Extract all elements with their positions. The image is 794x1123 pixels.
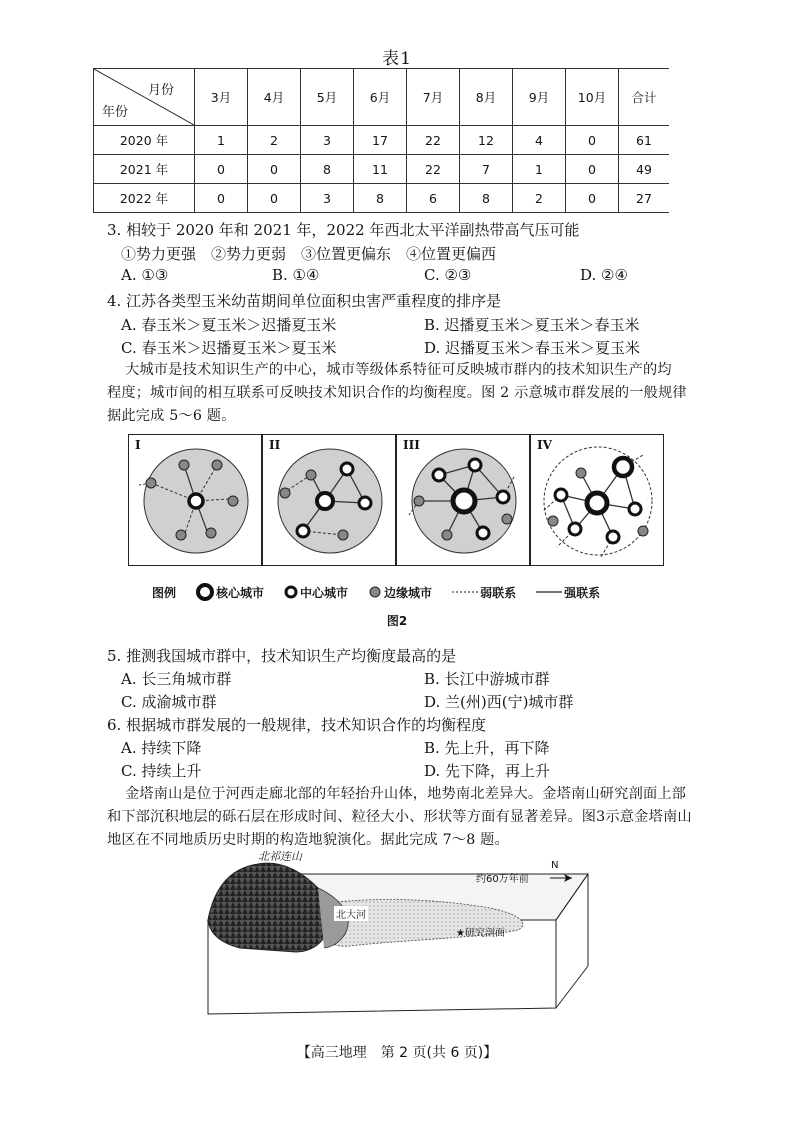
passage2-line-2: 和下部沉积地层的砾石层在形成时间、粒径大小、形状等方面有显著差异。图3示意金塔南山	[107, 809, 692, 825]
table-cell: 8	[354, 184, 407, 213]
table-header-cell: 5月	[301, 69, 354, 126]
panel-3-diagram	[397, 435, 530, 566]
panel-4-diagram	[531, 435, 664, 566]
table-row	[94, 184, 670, 213]
legend-edge-city-label: 边缘城市	[384, 585, 433, 600]
table-cell: 8	[301, 155, 354, 184]
passage1-line-1: 大城市是技术知识生产的中心，城市等级体系特征可反映城市群内的技术知识生产的均	[125, 362, 672, 378]
table-cell: 0	[566, 126, 619, 155]
legend-edge-city	[366, 582, 432, 602]
mountain-label: 北祁连山	[258, 850, 302, 863]
table-cell: 17	[354, 126, 407, 155]
passage1-line-2: 程度；城市间的相互联系可反映技术知识合作的均衡程度。图 2 示意城市群发展的一般规律	[107, 385, 687, 401]
time-label: 约60万年前	[476, 874, 529, 885]
table-header-cell: 3月	[195, 69, 248, 126]
q3-option-b[interactable]: B. ①④	[272, 266, 320, 284]
legend-central-city	[282, 582, 348, 602]
legend-strong-link-label: 强联系	[564, 585, 601, 600]
table-header-cell: 4月	[248, 69, 301, 126]
figure-2	[128, 434, 664, 566]
table-cell: 0	[195, 184, 248, 213]
legend-title: 图例	[152, 585, 177, 600]
legend-core-city-label: 核心城市	[216, 585, 265, 600]
q5-option-c[interactable]: C. 成渝城市群	[121, 693, 217, 711]
edge-city-icon	[366, 582, 384, 602]
corner-month-label: 月份	[147, 83, 174, 98]
panel-3	[396, 434, 530, 566]
block-diagram	[200, 848, 590, 1018]
q5-option-d[interactable]: D. 兰(州)西(宁)城市群	[424, 693, 574, 711]
legend-central-city-label: 中心城市	[300, 585, 349, 600]
panel-label: IV	[537, 438, 552, 452]
table-header-cell: 10月	[566, 69, 619, 126]
panel-label: I	[135, 438, 141, 452]
q3-statements: ①势力更强 ②势力更弱 ③位置更偏东 ④位置更偏西	[121, 245, 497, 263]
passage1-line-3: 据此完成 5～6 题。	[107, 408, 236, 424]
table-cell: 2	[248, 126, 301, 155]
panel-2-diagram	[263, 435, 396, 566]
table-cell: 6	[407, 184, 460, 213]
q4-stem: 4. 江苏各类型玉米幼苗期间单位面积虫害严重程度的排序是	[107, 292, 502, 310]
table-cell: 0	[195, 155, 248, 184]
table-row	[94, 126, 670, 155]
legend-weak-link	[450, 582, 516, 602]
panel-1-diagram	[129, 435, 262, 566]
passage2-line-3: 地区在不同地质历史时期的构造地貌演化。据此完成 7～8 题。	[107, 832, 509, 848]
legend-weak-link-label: 弱联系	[480, 585, 517, 600]
table-cell: 22	[407, 126, 460, 155]
corner-year-label: 年份	[102, 105, 129, 120]
q4-option-c[interactable]: C. 春玉米＞迟播夏玉米＞夏玉米	[121, 339, 337, 357]
figure-2-legend	[152, 582, 618, 602]
passage2-line-1: 金塔南山是位于河西走廊北部的年轻抬升山体，地势南北差异大。金塔南山研究剖面上部	[125, 786, 687, 802]
table-cell: 22	[407, 155, 460, 184]
table-cell: 12	[460, 126, 513, 155]
panel-label: III	[403, 438, 420, 452]
q4-option-a[interactable]: A. 春玉米＞夏玉米＞迟播夏玉米	[121, 316, 337, 334]
q6-option-a[interactable]: A. 持续下降	[121, 739, 202, 757]
q5-option-a[interactable]: A. 长三角城市群	[121, 670, 232, 688]
table-cell: 3	[301, 184, 354, 213]
q3-stem: 3. 相较于 2020 年和 2021 年，2022 年西北太平洋副热带高气压可能	[107, 221, 580, 239]
table-corner-cell	[94, 69, 195, 126]
page-footer: 【高三地理 第 2 页(共 6 页)】	[296, 1045, 498, 1061]
figure-3	[200, 848, 590, 1018]
table-header-cell: 6月	[354, 69, 407, 126]
panel-1	[128, 434, 262, 566]
table-cell: 0	[248, 155, 301, 184]
panel-2	[262, 434, 396, 566]
table-cell: 49	[619, 155, 670, 184]
table-year-cell: 2020 年	[94, 126, 195, 155]
legend-strong-link	[534, 582, 600, 602]
legend-core-city	[194, 582, 264, 602]
table-cell: 4	[513, 126, 566, 155]
q5-stem: 5. 推测我国城市群中，技术知识生产均衡度最高的是	[107, 647, 457, 665]
q6-option-b[interactable]: B. 先上升，再下降	[424, 739, 550, 757]
table-header-cell: 7月	[407, 69, 460, 126]
table-header-cell: 9月	[513, 69, 566, 126]
q3-option-d[interactable]: D. ②④	[580, 266, 628, 284]
table-cell: 1	[195, 126, 248, 155]
q3-option-c[interactable]: C. ②③	[424, 266, 472, 284]
core-city-icon	[194, 582, 216, 602]
table-cell: 7	[460, 155, 513, 184]
table-year-cell: 2022 年	[94, 184, 195, 213]
table-cell: 0	[566, 184, 619, 213]
q5-option-b[interactable]: B. 长江中游城市群	[424, 670, 550, 688]
table-header-cell: 合计	[619, 69, 670, 126]
table-cell: 1	[513, 155, 566, 184]
table-cell: 8	[460, 184, 513, 213]
table-cell: 3	[301, 126, 354, 155]
table-row	[94, 155, 670, 184]
q6-option-d[interactable]: D. 先下降，再上升	[424, 762, 551, 780]
river-label: 北大河	[334, 906, 368, 921]
table-cell: 11	[354, 155, 407, 184]
table-cell: 2	[513, 184, 566, 213]
panel-4	[530, 434, 664, 566]
panel-label: II	[269, 438, 281, 452]
table-cell: 0	[566, 155, 619, 184]
weak-link-icon	[450, 582, 480, 602]
table-year-cell: 2021 年	[94, 155, 195, 184]
q4-option-b[interactable]: B. 迟播夏玉米＞夏玉米＞春玉米	[424, 316, 640, 334]
profile-label: ★研究剖面	[456, 928, 505, 939]
typhoon-table	[93, 68, 669, 213]
q6-option-c[interactable]: C. 持续上升	[121, 762, 202, 780]
q3-option-a[interactable]: A. ①③	[121, 266, 169, 284]
table-cell: 61	[619, 126, 670, 155]
table-title: 表1	[382, 49, 412, 69]
table-cell: 0	[248, 184, 301, 213]
central-city-icon	[282, 582, 300, 602]
q4-option-d[interactable]: D. 迟播夏玉米＞春玉米＞夏玉米	[424, 339, 641, 357]
table-header-cell: 8月	[460, 69, 513, 126]
strong-link-icon	[534, 582, 564, 602]
table-cell: 27	[619, 184, 670, 213]
q6-stem: 6. 根据城市群发展的一般规律，技术知识合作的均衡程度	[107, 716, 487, 734]
figure-2-caption: 图2	[386, 614, 408, 628]
north-label: N	[551, 860, 559, 871]
